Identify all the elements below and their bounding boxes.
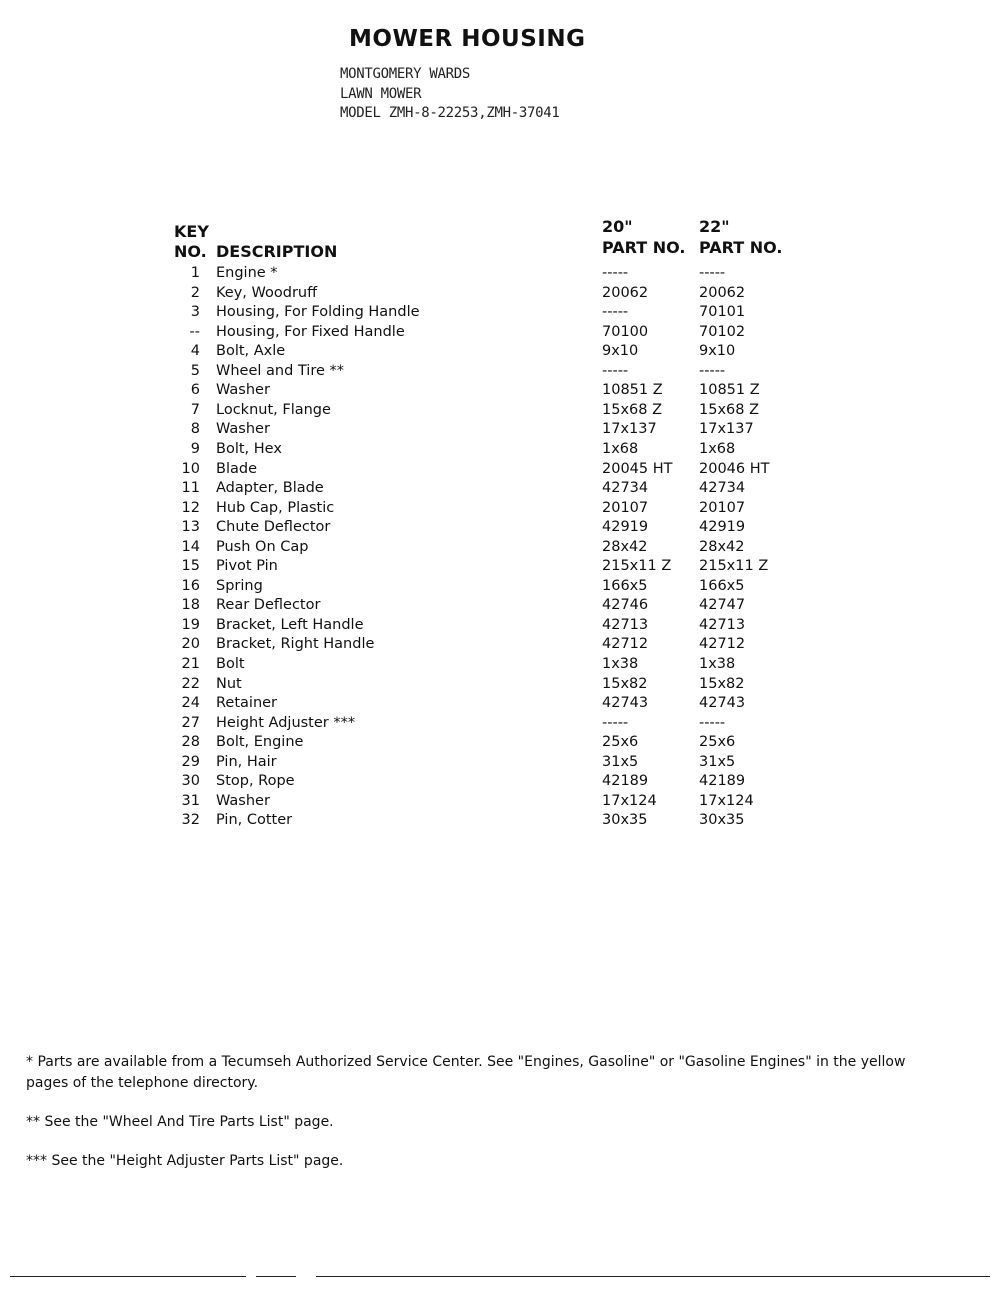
part-no-20: 42189 (602, 773, 649, 790)
table-row (0, 773, 1000, 792)
part-description: Spring (216, 577, 263, 594)
table-row (0, 695, 1000, 714)
part-no-22: 70101 (699, 304, 746, 321)
part-description: Push On Cap (216, 538, 309, 555)
part-no-20: ----- (602, 714, 629, 731)
key-number: 15 (181, 558, 200, 575)
part-description: Chute Deflector (216, 519, 331, 536)
part-no-22: 25x6 (699, 734, 736, 751)
part-no-20: 28x42 (602, 538, 648, 555)
table-row (0, 578, 1000, 597)
part-no-20: ----- (602, 362, 629, 379)
footnote-engine-cont: pages of the telephone directory. (26, 1075, 259, 1091)
table-row (0, 754, 1000, 773)
part-description: Retainer (216, 695, 278, 712)
header-description: DESCRIPTION (216, 242, 338, 261)
part-no-20: 17x137 (602, 421, 657, 438)
key-number: 10 (181, 460, 200, 477)
part-no-22: 20107 (699, 499, 746, 516)
part-no-22: 10851 Z (699, 382, 760, 399)
table-row (0, 793, 1000, 812)
key-number: 9 (190, 440, 200, 457)
part-no-22: 31x5 (699, 753, 736, 770)
part-no-20: 166x5 (602, 577, 648, 594)
part-no-20: 17x124 (602, 792, 657, 809)
product-line: LAWN MOWER (340, 86, 422, 102)
table-row (0, 363, 1000, 382)
table-row (0, 421, 1000, 440)
key-number: 20 (181, 636, 200, 653)
part-no-20: ----- (602, 265, 629, 281)
key-number: 32 (181, 812, 200, 829)
part-no-20: 20045 HT (602, 460, 673, 477)
part-no-22: 1x68 (699, 440, 736, 457)
table-row (0, 304, 1000, 323)
table-row (0, 676, 1000, 695)
part-no-22: 166x5 (699, 577, 745, 594)
part-no-22: 1x38 (699, 656, 736, 672)
part-no-20: ----- (602, 304, 629, 321)
part-description: Bracket, Left Handle (216, 616, 364, 633)
part-description: Nut (216, 675, 242, 692)
table-row (0, 461, 1000, 480)
part-no-20: 20062 (602, 284, 649, 301)
table-row (0, 539, 1000, 558)
part-no-22: 42189 (699, 773, 746, 790)
part-no-22: 70102 (699, 323, 746, 340)
part-description: Blade (216, 460, 257, 477)
table-row (0, 656, 1000, 675)
key-number: 11 (181, 480, 200, 497)
part-no-20: 15x82 (602, 675, 648, 692)
part-description: Locknut, Flange (216, 401, 331, 418)
part-description: Bracket, Right Handle (216, 636, 375, 653)
bottom-rule (316, 1276, 990, 1277)
part-description: Key, Woodruff (216, 284, 318, 301)
part-description: Washer (216, 382, 270, 399)
part-no-22: 15x82 (699, 675, 745, 692)
part-no-22: 28x42 (699, 538, 745, 555)
part-no-20: 42743 (602, 695, 649, 712)
part-description: Washer (216, 421, 270, 438)
key-number: 28 (181, 734, 200, 751)
part-description: Wheel and Tire ** (216, 362, 345, 379)
key-number: 6 (190, 382, 200, 399)
key-number: 27 (181, 714, 200, 731)
part-description: Bolt (216, 656, 245, 672)
part-no-22: ----- (699, 362, 726, 379)
table-row (0, 285, 1000, 304)
part-no-22: 30x35 (699, 812, 745, 829)
footnote-wheel-tire: ** See the "Wheel And Tire Parts List" page. (26, 1114, 334, 1130)
part-description: Rear Deflector (216, 597, 321, 614)
table-row (0, 812, 1000, 831)
key-number: 21 (181, 656, 200, 672)
part-no-20: 215x11 Z (602, 558, 672, 575)
key-number: 30 (181, 773, 200, 790)
part-no-20: 1x38 (602, 656, 639, 672)
header-22-inch: 22" (699, 217, 730, 236)
key-number: 29 (181, 753, 200, 770)
key-number: 16 (181, 577, 200, 594)
table-row (0, 500, 1000, 519)
part-description: Washer (216, 792, 270, 809)
part-description: Housing, For Fixed Handle (216, 323, 405, 340)
header-key-bottom: NO. (174, 242, 207, 261)
key-number: 24 (181, 695, 200, 712)
part-no-20: 30x35 (602, 812, 648, 829)
key-number: 3 (190, 304, 200, 321)
model-line: MODEL ZMH-8-22253,ZMH-37041 (340, 105, 560, 121)
part-no-22: ----- (699, 265, 726, 281)
part-no-20: 42734 (602, 480, 649, 497)
part-no-20: 42919 (602, 519, 649, 536)
part-description: Hub Cap, Plastic (216, 499, 335, 516)
part-no-22: ----- (699, 714, 726, 731)
part-no-22: 17x124 (699, 792, 754, 809)
key-number: 8 (190, 421, 200, 438)
part-no-20: 15x68 Z (602, 401, 663, 418)
part-description: Stop, Rope (216, 773, 295, 790)
key-number: 18 (181, 597, 200, 614)
part-description: Height Adjuster *** (216, 714, 356, 731)
table-row (0, 480, 1000, 499)
header-22-part-no: PART NO. (699, 238, 783, 257)
part-no-20: 1x68 (602, 440, 639, 457)
header-20-inch: 20" (602, 217, 633, 236)
table-row (0, 265, 1000, 284)
table-row (0, 558, 1000, 577)
part-no-22: 9x10 (699, 343, 736, 360)
key-number: 31 (181, 792, 200, 809)
part-no-20: 42746 (602, 597, 649, 614)
part-no-22: 42747 (699, 597, 746, 614)
footnote-engine: * Parts are available from a Tecumseh Authorized Service Center. See "Engines, Gasoline" or "Gasoline Engines" in the yellow (26, 1054, 906, 1070)
key-number: 7 (190, 401, 200, 418)
key-number: 1 (190, 265, 200, 281)
part-description: Pivot Pin (216, 558, 278, 575)
table-row (0, 734, 1000, 753)
table-row (0, 597, 1000, 616)
part-no-20: 42713 (602, 616, 649, 633)
key-number: 22 (181, 675, 200, 692)
page-title: MOWER HOUSING (349, 26, 586, 52)
key-number: 5 (190, 362, 200, 379)
brand-line: MONTGOMERY WARDS (340, 66, 471, 82)
part-no-22: 17x137 (699, 421, 754, 438)
table-row (0, 617, 1000, 636)
footnote-height-adjuster: *** See the "Height Adjuster Parts List" page. (26, 1153, 344, 1169)
part-no-22: 20046 HT (699, 460, 770, 477)
part-description: Pin, Hair (216, 753, 277, 770)
part-no-22: 215x11 Z (699, 558, 769, 575)
part-no-20: 9x10 (602, 343, 639, 360)
part-no-22: 20062 (699, 284, 746, 301)
part-no-20: 20107 (602, 499, 649, 516)
key-number: 12 (181, 499, 200, 516)
part-description: Engine * (216, 265, 278, 281)
table-row (0, 519, 1000, 538)
part-no-22: 42713 (699, 616, 746, 633)
part-no-20: 31x5 (602, 753, 639, 770)
bottom-rule (10, 1276, 246, 1277)
part-description: Adapter, Blade (216, 480, 324, 497)
part-description: Bolt, Engine (216, 734, 304, 751)
table-row (0, 636, 1000, 655)
part-no-20: 25x6 (602, 734, 639, 751)
part-no-22: 42743 (699, 695, 746, 712)
table-row (0, 441, 1000, 460)
part-description: Housing, For Folding Handle (216, 304, 420, 321)
part-no-20: 70100 (602, 323, 649, 340)
bottom-rule (256, 1276, 296, 1277)
key-number: 4 (190, 343, 200, 360)
part-description: Bolt, Hex (216, 440, 282, 457)
table-row (0, 715, 1000, 734)
part-no-22: 42712 (699, 636, 746, 653)
key-number: 14 (181, 538, 200, 555)
part-no-22: 42734 (699, 480, 746, 497)
key-number: -- (189, 323, 200, 340)
table-row (0, 402, 1000, 421)
part-description: Pin, Cotter (216, 812, 293, 829)
table-row (0, 343, 1000, 362)
part-description: Bolt, Axle (216, 343, 286, 360)
part-no-22: 42919 (699, 519, 746, 536)
header-20-part-no: PART NO. (602, 238, 686, 257)
part-no-20: 10851 Z (602, 382, 663, 399)
key-number: 19 (181, 616, 200, 633)
key-number: 13 (181, 519, 200, 536)
table-row (0, 382, 1000, 401)
key-number: 2 (190, 284, 200, 301)
part-no-22: 15x68 Z (699, 401, 760, 418)
table-row (0, 324, 1000, 343)
part-no-20: 42712 (602, 636, 649, 653)
header-key-top: KEY (174, 222, 209, 241)
